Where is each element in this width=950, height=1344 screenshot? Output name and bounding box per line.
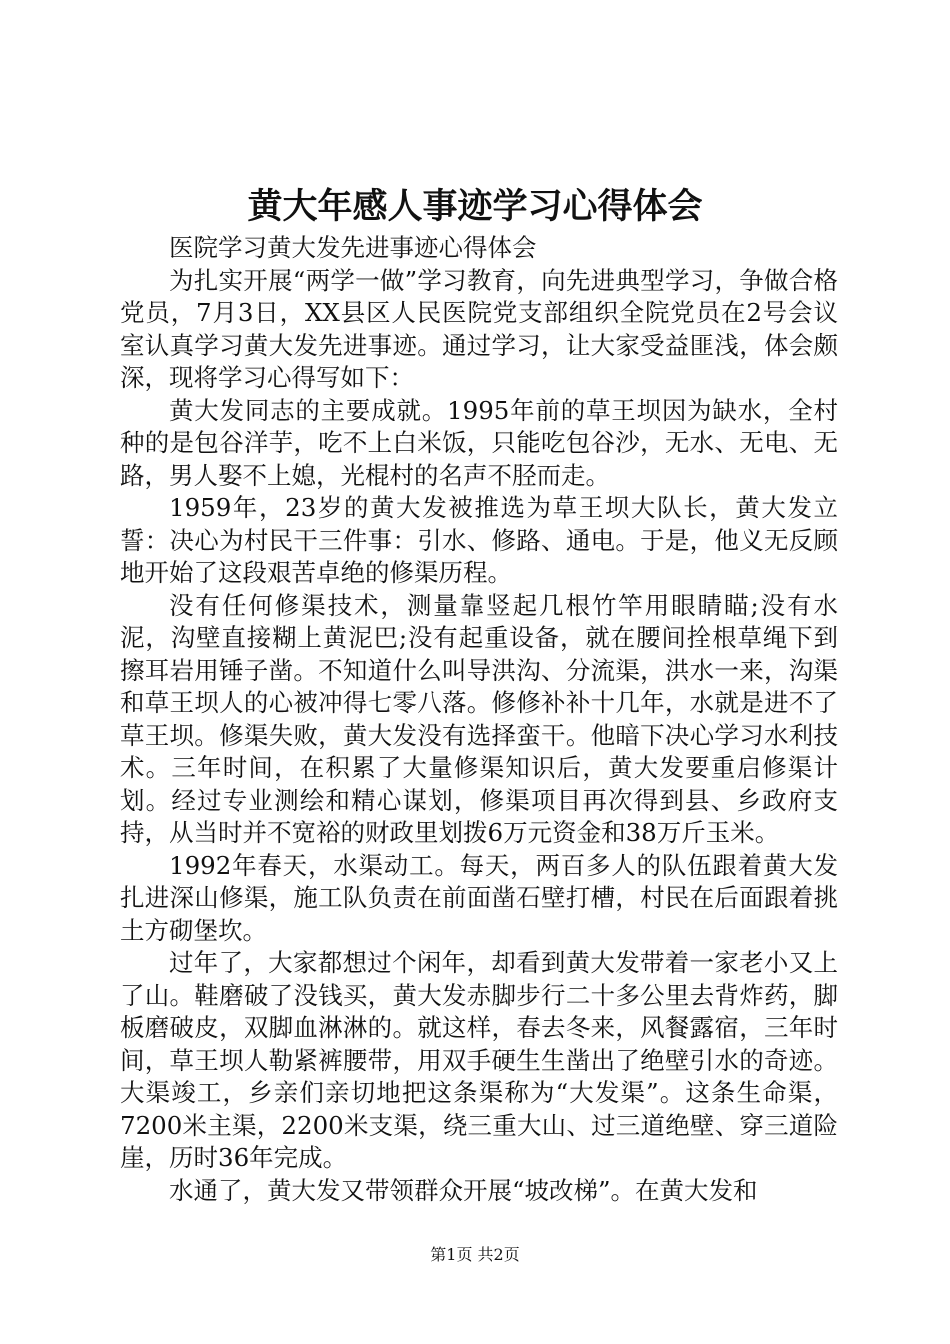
paragraph: 1992年春天，水渠动工。每天，两百多人的队伍跟着黄大发扎进深山修渠，施工队负责在前面凿石壁打槽，村民在后面跟着挑土方砌堡坎。 (120, 850, 838, 945)
document-title: 黄大年感人事迹学习心得体会 (247, 186, 703, 227)
paragraph: 为扎实开展“两学一做”学习教育，向先进典型学习，争做合格党员，7月3日，XX县区人民医院党支部组织全院党员在2号会议室认真学习黄大发先进事迹。通过学习，让大家受益匪浅，体会颇深，现将学习心得写如下： (120, 265, 838, 392)
paragraph: 医院学习黄大发先进事迹心得体会 (169, 233, 537, 262)
document-body (120, 232, 838, 1207)
paragraph: 过年了，大家都想过个闲年，却看到黄大发带着一家老小又上了山。鞋磨破了没钱买，黄大发赤脚步行二十多公里去背炸药，脚板磨破皮，双脚血淋淋的。就这样，春去冬来，风餐露宿，三年时间，草王坝人勒紧裤腰带，用双手硬生生凿出了绝壁引水的奇迹。大渠竣工，乡亲们亲切地把这条渠称为“大发渠”。这条生命渠，7200米主渠，2200米支渠，绕三重大山、过三道绝壁、穿三道险崖，历时36年完成。 (120, 948, 838, 1172)
paragraph: 没有任何修渠技术，测量靠竖起几根竹竿用眼睛瞄;没有水泥，沟壁直接糊上黄泥巴;没有起重设备，就在腰间拴根草绳下到擦耳岩用锤子凿。不知道什么叫导洪沟、分流渠，洪水一来，沟渠和草王坝人的心被冲得七零八落。修修补补十几年，水就是进不了草王坝。修渠失败，黄大发没有选择蛮干。他暗下决心学习水利技术。三年时间，在积累了大量修渠知识后，黄大发要重启修渠计划。经过专业测绘和精心谋划，修渠项目再次得到县、乡政府支持，从当时并不宽裕的财政里划拨6万元资金和38万斤玉米。 (120, 590, 838, 847)
paragraph: 1959年，23岁的黄大发被推选为草王坝大队长，黄大发立誓：决心为村民干三件事：引水、修路、通电。于是，他义无反顾地开始了这段艰苦卓绝的修渠历程。 (120, 493, 838, 587)
paragraph: 黄大发同志的主要成就。1995年前的草王坝因为缺水，全村种的是包谷洋芋，吃不上白米饭，只能吃包谷沙，无水、无电、无路，男人娶不上媳，光棍村的名声不胫而走。 (120, 395, 838, 490)
page-number-footer: 第1页 共2页 (430, 1245, 520, 1264)
paragraph: 水通了，黄大发又带领群众开展“坡改梯”。在黄大发和 (169, 1175, 758, 1205)
